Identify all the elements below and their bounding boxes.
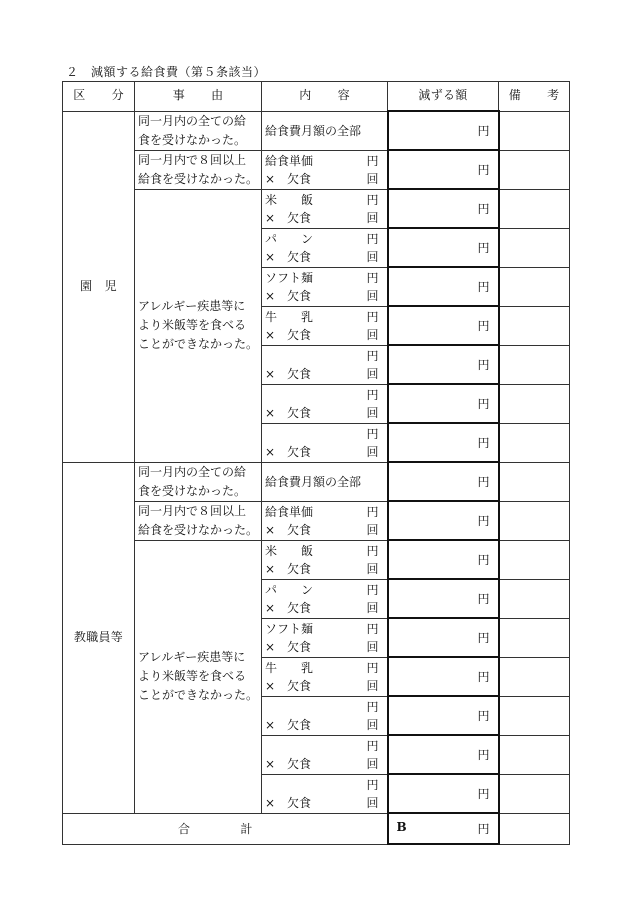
reduce-amount-input[interactable] [388, 579, 499, 618]
remarks-cell[interactable] [499, 423, 570, 462]
content-unit: 回 [366, 366, 379, 381]
content-unit: 円 [366, 621, 379, 636]
table-row [63, 462, 570, 501]
content-unit: 円 [366, 738, 379, 753]
remarks-cell[interactable] [499, 501, 570, 540]
content-left: パ ン [265, 231, 314, 246]
table-row [63, 111, 570, 150]
reduce-amount-input[interactable] [388, 618, 499, 657]
remarks-cell[interactable] [499, 657, 570, 696]
content-unit: 回 [366, 327, 379, 342]
remarks-cell[interactable] [499, 228, 570, 267]
content-left: 牛 乳 [265, 309, 314, 324]
reduce-amount-input[interactable] [388, 111, 499, 150]
content-unit: 円 [366, 153, 379, 168]
table-row [63, 540, 570, 579]
total-amount-input[interactable] [388, 813, 499, 844]
content-unit: 回 [366, 717, 379, 732]
content-unit: 円 [366, 504, 379, 519]
content-left: × 欠食 [265, 639, 312, 654]
reduce-amount-input[interactable] [388, 774, 499, 813]
remarks-cell[interactable] [499, 189, 570, 228]
yen-unit: 円 [477, 670, 490, 684]
total-marker: B [396, 820, 407, 834]
remarks-cell[interactable] [499, 618, 570, 657]
content-allergy-item [262, 189, 388, 228]
content-left: × 欠食 [265, 795, 312, 810]
yen-unit: 円 [477, 822, 490, 836]
content-left: × 欠食 [265, 756, 312, 771]
content-left: ソフト麺 [265, 270, 314, 285]
yen-unit: 円 [477, 436, 490, 450]
content-unit-price [262, 150, 388, 189]
reduce-amount-input[interactable] [388, 540, 499, 579]
remarks-cell[interactable] [499, 150, 570, 189]
yen-unit: 円 [477, 748, 490, 762]
reason-allergy: アレルギー疾患等に より米飯等を食べる ことができなかった。 [135, 540, 262, 813]
content-unit: 円 [366, 231, 379, 246]
reduce-amount-input[interactable] [388, 657, 499, 696]
reason-all-month: 同一月内の全ての給 食を受けなかった。 [135, 462, 262, 501]
remarks-cell[interactable] [499, 813, 570, 844]
reason-all-month: 同一月内の全ての給 食を受けなかった。 [135, 111, 262, 150]
content-left: 給食単価 [265, 504, 314, 519]
content-unit: 回 [366, 444, 379, 459]
table-row [63, 150, 570, 189]
remarks-cell[interactable] [499, 735, 570, 774]
content-allergy-item [262, 423, 388, 462]
content-unit: 円 [366, 387, 379, 402]
remarks-cell[interactable] [499, 462, 570, 501]
reason-allergy: アレルギー疾患等に より米飯等を食べる ことができなかった。 [135, 189, 262, 462]
content-left: 米 飯 [265, 543, 314, 558]
content-allergy-item [262, 774, 388, 813]
content-allergy-item [262, 345, 388, 384]
yen-unit: 円 [477, 358, 490, 372]
reason-8-or-more: 同一月内で８回以上 給食を受けなかった。 [135, 150, 262, 189]
yen-unit: 円 [477, 592, 490, 606]
content-unit: 円 [366, 270, 379, 285]
content-unit: 円 [366, 426, 379, 441]
content-left: × 欠食 [265, 366, 312, 381]
total-row [63, 813, 570, 844]
content-left: × 欠食 [265, 405, 312, 420]
reduce-amount-input[interactable] [388, 696, 499, 735]
yen-unit: 円 [477, 553, 490, 567]
remarks-cell[interactable] [499, 384, 570, 423]
content-unit: 円 [366, 582, 379, 597]
remarks-cell[interactable] [499, 345, 570, 384]
content-allergy-item [262, 384, 388, 423]
content-unit: 円 [366, 699, 379, 714]
reduce-amount-input[interactable] [388, 345, 499, 384]
remarks-cell[interactable] [499, 267, 570, 306]
content-unit: 回 [366, 210, 379, 225]
content-allergy-item [262, 579, 388, 618]
content-left: ソフト麺 [265, 621, 314, 636]
content-allergy-item [262, 696, 388, 735]
content-unit: 円 [366, 192, 379, 207]
content-unit: 回 [366, 795, 379, 810]
yen-unit: 円 [477, 124, 490, 138]
content-unit: 回 [366, 522, 379, 537]
content-allergy-item [262, 657, 388, 696]
yen-unit: 円 [477, 202, 490, 216]
header-reason: 事 由 [135, 82, 262, 112]
yen-unit: 円 [477, 475, 490, 489]
header-category: 区 分 [63, 82, 135, 112]
content-left: 牛 乳 [265, 660, 314, 675]
yen-unit: 円 [477, 241, 490, 255]
reduce-amount-input[interactable] [388, 267, 499, 306]
yen-unit: 円 [477, 631, 490, 645]
content-unit: 回 [366, 405, 379, 420]
remarks-cell[interactable] [499, 579, 570, 618]
reduce-amount-input[interactable] [388, 462, 499, 501]
content-unit: 回 [366, 288, 379, 303]
reduce-amount-input[interactable] [388, 384, 499, 423]
reduce-amount-input[interactable] [388, 306, 499, 345]
content-unit: 回 [366, 171, 379, 186]
content-unit: 回 [366, 561, 379, 576]
category-cell [63, 462, 135, 813]
header-content: 内 容 [262, 82, 388, 112]
header-reduce-amount: 減ずる額 [388, 82, 499, 112]
content-left: × 欠食 [265, 210, 312, 225]
content-left: × 欠食 [265, 561, 312, 576]
content-left: パ ン [265, 582, 314, 597]
content-left: × 欠食 [265, 444, 312, 459]
yen-unit: 円 [477, 397, 490, 411]
content-unit: 円 [366, 309, 379, 324]
content-left: × 欠食 [265, 717, 312, 732]
reduce-amount-input[interactable] [388, 150, 499, 189]
table-row [63, 501, 570, 540]
content-unit: 円 [366, 348, 379, 363]
content-all-month: 給食費月額の全部 [262, 111, 388, 150]
content-allergy-item [262, 540, 388, 579]
yen-unit: 円 [477, 787, 490, 801]
reduce-amount-input[interactable] [388, 189, 499, 228]
content-allergy-item [262, 228, 388, 267]
remarks-cell[interactable] [499, 696, 570, 735]
content-allergy-item [262, 618, 388, 657]
reduce-amount-input[interactable] [388, 423, 499, 462]
header-row [63, 82, 570, 112]
reduce-amount-input[interactable] [388, 735, 499, 774]
reduce-amount-input[interactable] [388, 501, 499, 540]
content-unit: 回 [366, 639, 379, 654]
content-left: 給食単価 [265, 153, 314, 168]
content-unit: 円 [366, 543, 379, 558]
content-left: × 欠食 [265, 600, 312, 615]
content-left: × 欠食 [265, 249, 312, 264]
category-cell [63, 111, 135, 462]
content-unit: 回 [366, 249, 379, 264]
remarks-cell[interactable] [499, 774, 570, 813]
content-left: × 欠食 [265, 678, 312, 693]
remarks-cell[interactable] [499, 540, 570, 579]
yen-unit: 円 [477, 514, 490, 528]
content-unit: 円 [366, 777, 379, 792]
remarks-cell[interactable] [499, 306, 570, 345]
remarks-cell[interactable] [499, 111, 570, 150]
header-remarks: 備 考 [499, 82, 570, 112]
content-allergy-item [262, 267, 388, 306]
content-left: × 欠食 [265, 327, 312, 342]
category-label: 園 児 [80, 278, 117, 293]
total-label: 合 計 [63, 813, 388, 844]
yen-unit: 円 [477, 709, 490, 723]
content-unit: 回 [366, 756, 379, 771]
content-unit: 円 [366, 660, 379, 675]
reduction-table [62, 81, 570, 845]
content-unit: 回 [366, 678, 379, 693]
yen-unit: 円 [477, 280, 490, 294]
content-left: × 欠食 [265, 171, 312, 186]
category-label: 教職員等 [73, 629, 124, 644]
content-unit: 回 [366, 600, 379, 615]
content-all-month: 給食費月額の全部 [262, 462, 388, 501]
section-heading: ２ 減額する給食費（第５条該当） [66, 65, 267, 79]
table-row [63, 189, 570, 228]
yen-unit: 円 [477, 319, 490, 333]
content-allergy-item [262, 735, 388, 774]
content-allergy-item [262, 306, 388, 345]
content-unit-price [262, 501, 388, 540]
content-left: 米 飯 [265, 192, 314, 207]
reason-8-or-more: 同一月内で８回以上 給食を受けなかった。 [135, 501, 262, 540]
yen-unit: 円 [477, 163, 490, 177]
content-left: × 欠食 [265, 522, 312, 537]
reduce-amount-input[interactable] [388, 228, 499, 267]
content-left: × 欠食 [265, 288, 312, 303]
